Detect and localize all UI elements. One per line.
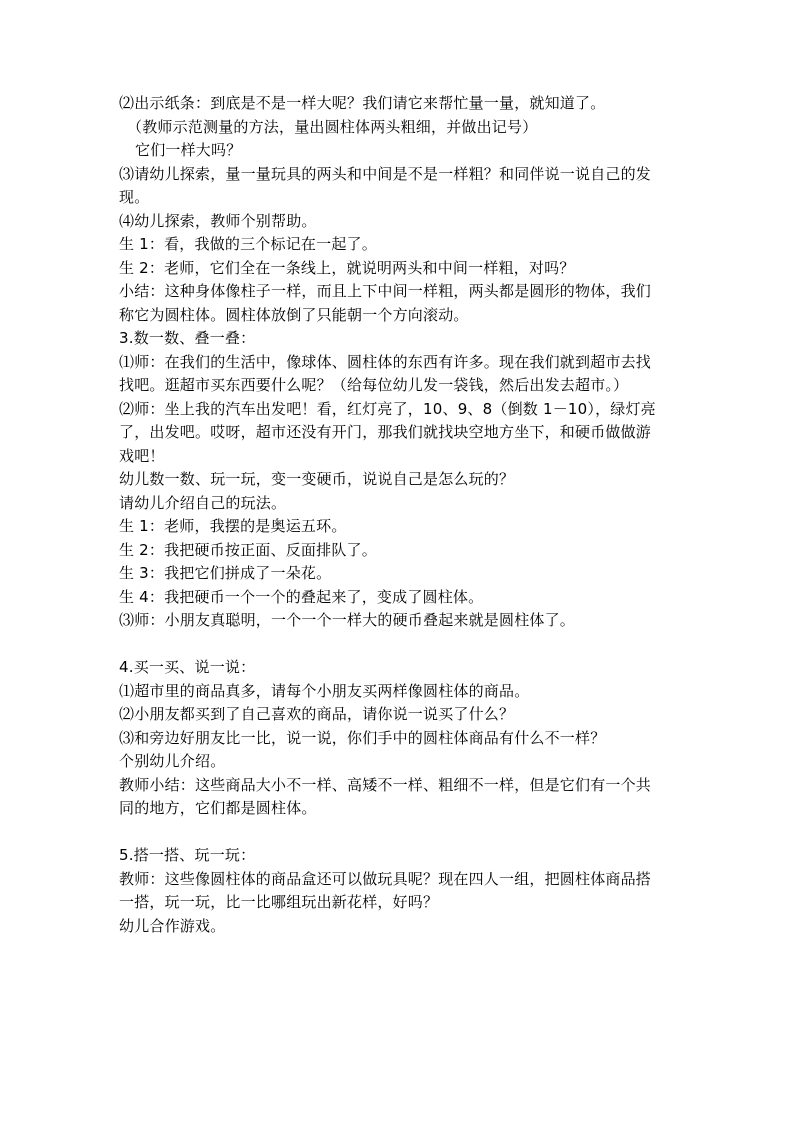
text-line: 幼儿合作游戏。 (119, 916, 226, 935)
text-line: 同的地方，它们都是圆柱体。 (119, 799, 317, 817)
text-line: 称它为圆柱体。圆柱体放倒了只能朝一个方向滚动。 (119, 305, 469, 324)
text-line: 了，出发吧。哎呀，超市还没有开门，那我们就找块空地方坐下，和硬币做做游 (119, 423, 652, 441)
text-line: 找吧。逛超市买东西要什么呢？（给每位幼儿发一袋钱，然后出发去超市。） (119, 376, 629, 394)
text-line: （教师示范测量的方法，量出圆柱体两头粗细，并做出记号） (127, 117, 538, 136)
text-line: 生 1：看，我做的三个标记在一起了。 (119, 235, 377, 253)
blank-line (119, 821, 679, 845)
text-line: 教师小结：这些商品大小不一样、高矮不一样、粗细不一样，但是它们有一个共 (119, 775, 652, 794)
blank-line (119, 633, 679, 657)
text-line: 小结：这种身体像柱子一样，而且上下中间一样粗，两头都是圆形的物体，我们 (119, 282, 652, 300)
text-line: 生 2：老师，它们全在一条线上，就说明两头和中间一样粗，对吗？ (119, 258, 575, 277)
text-line: 戏吧！ (119, 446, 165, 465)
text-line: ⑵出示纸条：到底是不是一样大呢？我们请它来帮忙量一量，就知道了。 (119, 94, 606, 112)
text-line: ⑴超市里的商品真多，请每个小朋友买两样像圆柱体的商品。 (119, 681, 530, 700)
section-heading: 4.买一买、说一说： (119, 658, 256, 676)
text-line: 教师：这些像圆柱体的商品盒还可以做玩具呢？现在四人一组，把圆柱体商品搭 (119, 869, 652, 888)
text-line: 生 3：我把它们拼成了一朵花。 (119, 564, 332, 582)
text-line: 它们一样大吗？ (135, 141, 242, 159)
text-line: ⑶师：小朋友真聪明，一个一个一样大的硬币叠起来就是圆柱体了。 (119, 611, 576, 629)
text-line: 个别幼儿介绍。 (119, 752, 226, 770)
text-line: ⑴师：在我们的生活中，像球体、圆柱体的东西有许多。现在我们就到超市去找 (119, 352, 652, 371)
text-line: 生 4：我把硬币一个一个的叠起来了，变成了圆柱体。 (119, 587, 484, 606)
text-line: 生 1：老师，我摆的是奥运五环。 (119, 517, 347, 535)
text-line: 现。 (119, 188, 150, 206)
text-line: 生 2：我把硬币按正面、反面排队了。 (119, 540, 377, 559)
text-line: ⑶和旁边好朋友比一比，说一说，你们手中的圆柱体商品有什么不一样？ (119, 728, 606, 747)
section-heading: 3.数一数、叠一叠： (119, 329, 256, 347)
text-line: 一搭，玩一玩，比一比哪组玩出新花样，好吗？ (119, 893, 439, 911)
text-line: 请幼儿介绍自己的玩法。 (119, 493, 287, 512)
text-line: ⑵小朋友都买到了自己喜欢的商品，请你说一说买了什么？ (119, 705, 515, 723)
text-line: ⑷幼儿探索，教师个别帮助。 (119, 211, 317, 230)
text-line: ⑶请幼儿探索，量一量玩具的两头和中间是不是一样粗？和同伴说一说自己的发 (119, 164, 652, 183)
text-line: 幼儿数一数、玩一玩，变一变硬币，说说自己是怎么玩的？ (119, 470, 515, 488)
text-line: ⑵师：坐上我的汽车出发吧！看，红灯亮了，10、9、8（倒数 1－10），绿灯亮 (119, 399, 656, 418)
document-body (119, 92, 679, 938)
section-heading: 5.搭一搭、玩一玩： (119, 846, 256, 864)
